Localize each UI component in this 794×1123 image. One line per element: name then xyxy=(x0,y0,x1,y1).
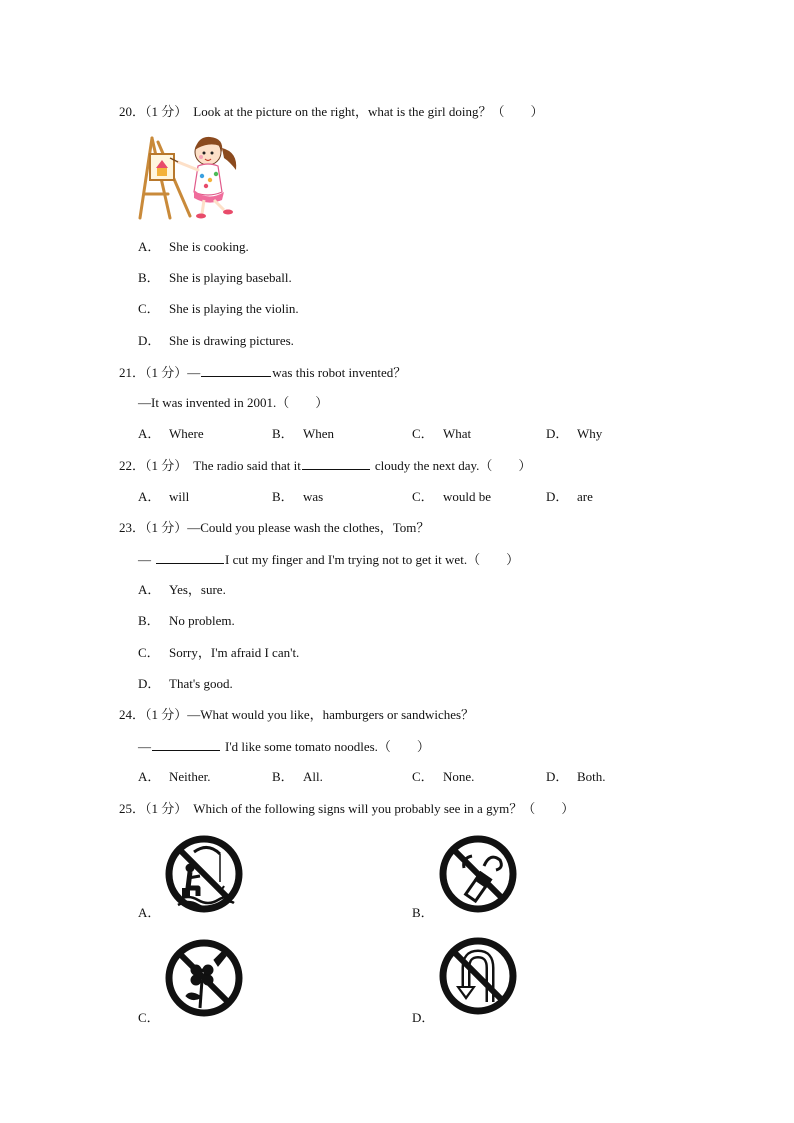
option-24-b[interactable]: B． All. xyxy=(272,769,323,784)
option-25-d[interactable]: D． xyxy=(412,1010,435,1025)
answer-blank[interactable] xyxy=(201,364,271,377)
answer-blank[interactable] xyxy=(302,457,370,470)
option-20-c[interactable]: C． She is playing the violin. xyxy=(138,301,299,316)
option-25-b[interactable]: B． xyxy=(412,905,434,920)
question-21-reply: —It was invented in 2001.（ ） xyxy=(138,395,329,410)
girl-painting-illustration xyxy=(138,132,246,222)
option-20-d[interactable]: D． She is drawing pictures. xyxy=(138,333,294,348)
option-23-d[interactable]: D． That's good. xyxy=(138,676,233,691)
option-21-d[interactable]: D． Why xyxy=(546,426,603,441)
answer-blank[interactable] xyxy=(156,551,224,564)
option-21-b[interactable]: B． When xyxy=(272,426,335,441)
option-20-a[interactable]: A． She is cooking. xyxy=(138,239,249,254)
option-25-c[interactable]: C． xyxy=(138,1010,160,1025)
option-21-a[interactable]: A． Where xyxy=(138,426,204,441)
option-22-c[interactable]: C． would be xyxy=(412,489,492,504)
option-25-a[interactable]: A． xyxy=(138,905,161,920)
question-23-stem: 23．（1 分）—Could you please wash the clothes，Tom？ xyxy=(119,520,430,535)
question-23-reply: — I cut my finger and I'm trying not to get it wet.（ ） xyxy=(138,552,520,567)
question-22-stem: 22．（1 分） The radio said that it cloudy the next day.（ ） xyxy=(119,458,532,473)
option-23-a[interactable]: A． Yes，sure. xyxy=(138,582,226,597)
option-24-d[interactable]: D． Both. xyxy=(546,769,606,784)
option-22-b[interactable]: B． was xyxy=(272,489,324,504)
question-21-stem: 21．（1 分）— was this robot invented？ xyxy=(119,365,407,380)
question-25-stem: 25．（1 分） Which of the following signs will you probably see in a gym？（ ） xyxy=(119,801,575,816)
option-24-a[interactable]: A． Neither. xyxy=(138,769,211,784)
question-20-stem: 20．（1 分） Look at the picture on the right，what is the girl doing？（ ） xyxy=(119,104,544,119)
option-22-a[interactable]: A． will xyxy=(138,489,190,504)
option-24-c[interactable]: C． None. xyxy=(412,769,475,784)
question-24-reply: — I'd like some tomato noodles.（ ） xyxy=(138,739,430,754)
no-fishing-icon[interactable] xyxy=(164,834,244,914)
option-23-c[interactable]: C． Sorry，I'm afraid I can't. xyxy=(138,645,300,660)
no-picking-flowers-icon[interactable] xyxy=(164,938,244,1018)
question-24-stem: 24．（1 分）—What would you like，hamburgers or sandwiches？ xyxy=(119,707,475,722)
no-smoking-icon[interactable] xyxy=(438,834,518,914)
answer-blank[interactable] xyxy=(152,738,220,751)
option-23-b[interactable]: B． No problem. xyxy=(138,613,235,628)
no-u-turn-icon[interactable] xyxy=(438,936,518,1016)
option-21-c[interactable]: C． What xyxy=(412,426,472,441)
option-20-b[interactable]: B． She is playing baseball. xyxy=(138,270,292,285)
option-22-d[interactable]: D． are xyxy=(546,489,593,504)
